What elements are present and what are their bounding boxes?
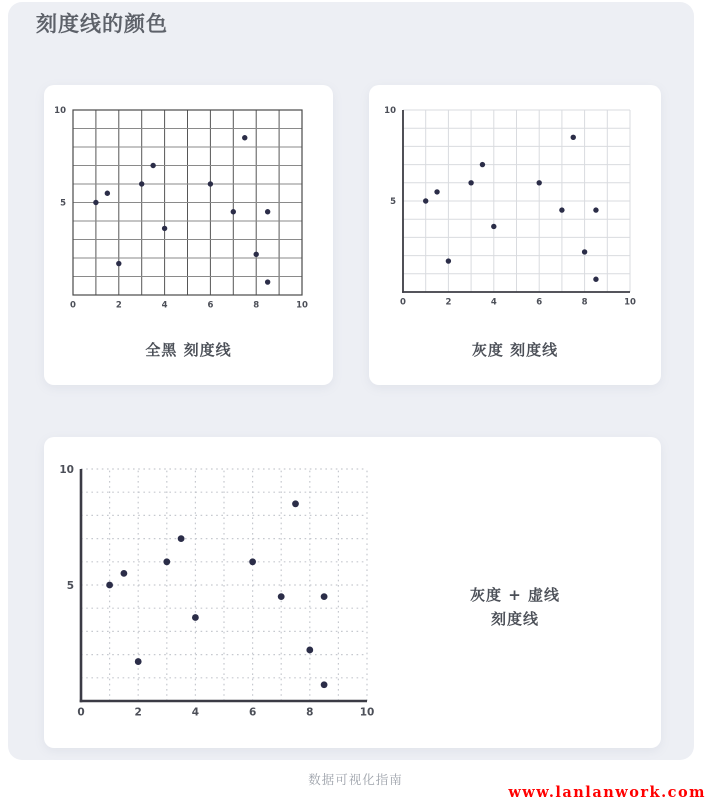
svg-text:2: 2 <box>115 300 122 311</box>
svg-text:4: 4 <box>490 297 497 308</box>
svg-text:2: 2 <box>134 706 142 719</box>
caption-line-1: 灰度 + 虚线 <box>469 586 560 604</box>
svg-text:5: 5 <box>66 579 74 592</box>
chart-card-black-ticks <box>44 85 333 385</box>
svg-text:4: 4 <box>161 300 168 311</box>
svg-text:10: 10 <box>359 706 375 719</box>
scatter-chart-black-ticks <box>44 85 333 317</box>
svg-text:4: 4 <box>191 706 200 719</box>
svg-text:0: 0 <box>400 297 406 308</box>
svg-text:10: 10 <box>384 106 396 117</box>
footer-text: 数据可视化指南 <box>308 772 403 787</box>
scatter-chart-gray-ticks <box>369 85 661 317</box>
watermark-url: www.lanlanwork.com <box>508 784 706 801</box>
svg-text:8: 8 <box>581 297 588 308</box>
caption-line-2: 刻度线 <box>490 610 539 628</box>
chart-card-gray-ticks <box>369 85 661 385</box>
svg-text:10: 10 <box>59 463 74 476</box>
chart-caption-black-ticks: 全黑 刻度线 <box>145 341 232 359</box>
svg-text:6: 6 <box>536 297 543 308</box>
chart-card-gray-dashed-ticks <box>44 437 661 748</box>
svg-text:6: 6 <box>207 300 214 311</box>
svg-text:0: 0 <box>77 706 85 719</box>
svg-text:0: 0 <box>70 300 76 311</box>
svg-text:8: 8 <box>253 300 260 311</box>
page-title: 刻度线的颜色 <box>36 12 168 36</box>
svg-text:8: 8 <box>306 706 314 719</box>
chart-caption-gray-ticks: 灰度 刻度线 <box>471 341 559 359</box>
svg-text:5: 5 <box>60 198 66 209</box>
content-panel <box>8 2 694 760</box>
svg-text:5: 5 <box>390 197 396 208</box>
scatter-chart-gray-dashed-ticks <box>44 437 444 731</box>
svg-text:10: 10 <box>624 297 636 308</box>
svg-text:10: 10 <box>54 106 66 117</box>
svg-text:2: 2 <box>445 297 452 308</box>
chart-caption-gray-dashed-ticks <box>395 583 635 631</box>
svg-text:6: 6 <box>248 706 257 719</box>
svg-text:10: 10 <box>296 300 308 311</box>
